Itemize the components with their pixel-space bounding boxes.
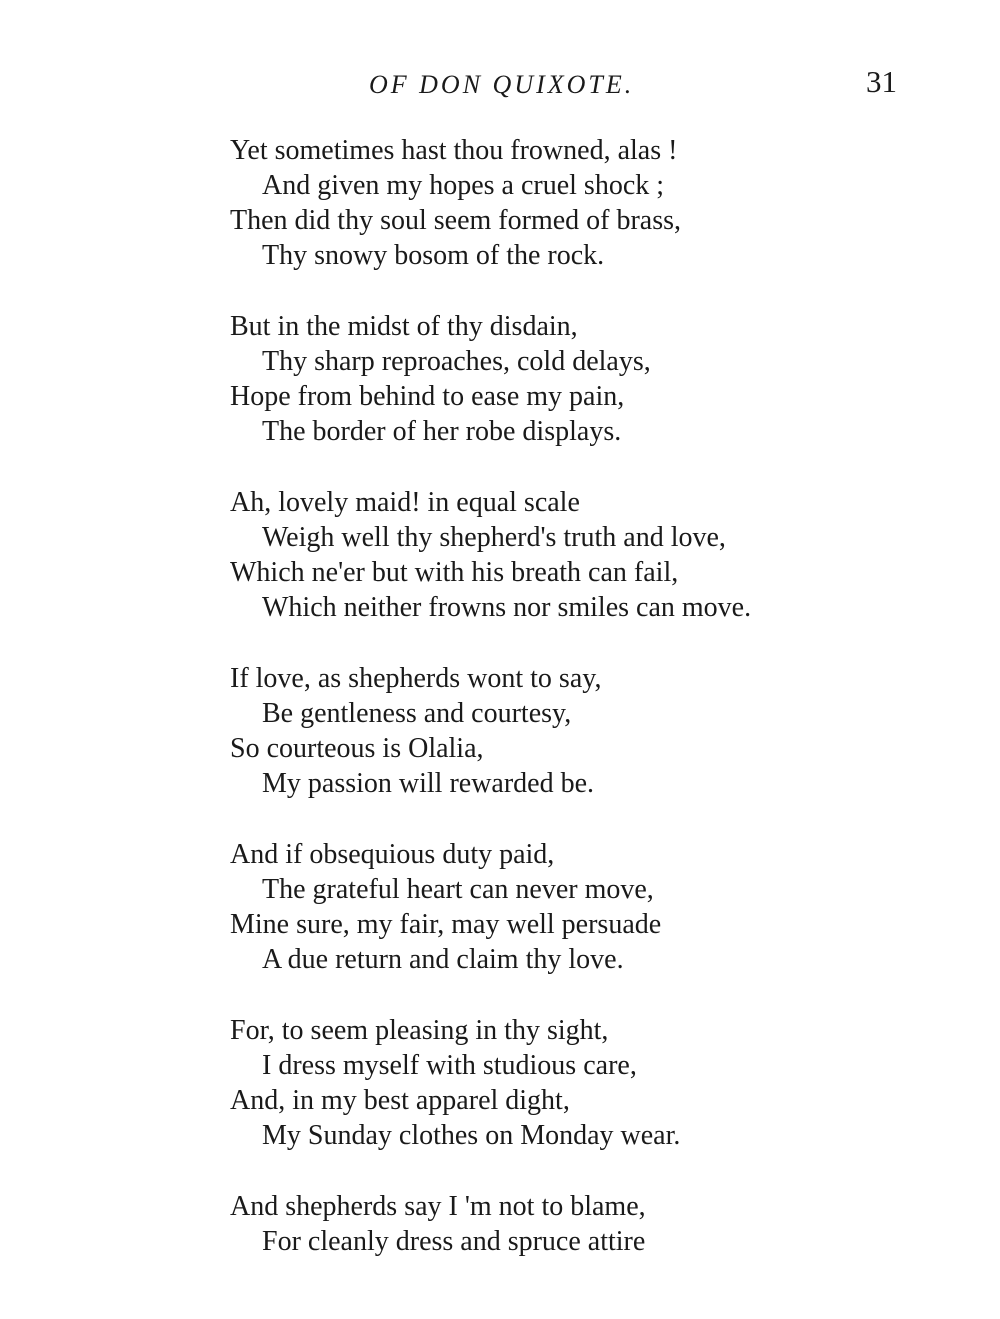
- verse-line: I dress myself with studious care,: [262, 1050, 637, 1081]
- stanza-gap: [230, 1153, 930, 1189]
- verse-line: And shepherds say I 'm not to blame,: [230, 1191, 646, 1222]
- page-number: 31: [866, 64, 897, 99]
- verse-line: And if obsequious duty paid,: [230, 839, 555, 870]
- verse-line: For cleanly dress and spruce attire: [262, 1226, 646, 1257]
- stanza-gap: [230, 977, 930, 1013]
- verse-line: A due return and claim thy love.: [262, 944, 624, 975]
- verse-line: Hope from behind to ease my pain,: [230, 381, 625, 412]
- verse-line: Which neither frowns nor smiles can move.: [262, 592, 752, 623]
- stanza-7: [230, 1189, 930, 1259]
- stanza-gap: [230, 449, 930, 485]
- verse-line: Weigh well thy shepherd's truth and love,: [262, 522, 726, 553]
- verse-line: Be gentleness and courtesy,: [262, 698, 572, 729]
- verse-line: Which ne'er but with his breath can fail,: [230, 557, 679, 588]
- verse-line: Thy sharp reproaches, cold delays,: [262, 346, 651, 377]
- stanza-5: [230, 837, 930, 977]
- stanza-2: [230, 309, 930, 449]
- stanza-gap: [230, 273, 930, 309]
- stanza-4: [230, 661, 930, 801]
- running-title: OF DON QUIXOTE.: [369, 70, 635, 99]
- stanza-1: [230, 133, 930, 273]
- stanza-3: [230, 485, 930, 625]
- verse-line: But in the midst of thy disdain,: [230, 311, 578, 342]
- verse-line: And given my hopes a cruel shock ;: [262, 170, 665, 201]
- verse-line: My passion will rewarded be.: [262, 768, 595, 799]
- verse-line: The border of her robe displays.: [262, 416, 622, 447]
- verse-line: For, to seem pleasing in thy sight,: [230, 1015, 609, 1046]
- verse-line: So courteous is Olalia,: [230, 733, 484, 764]
- verse-line: Mine sure, my fair, may well persuade: [230, 909, 662, 940]
- verse-line: Then did thy soul seem formed of brass,: [230, 205, 682, 236]
- verse-line: My Sunday clothes on Monday wear.: [262, 1120, 681, 1151]
- verse-line: Thy snowy bosom of the rock.: [262, 240, 605, 271]
- verse-line: The grateful heart can never move,: [262, 874, 654, 905]
- stanza-gap: [230, 625, 930, 661]
- verse-line: And, in my best apparel dight,: [230, 1085, 570, 1116]
- running-head: [0, 62, 1000, 102]
- verse-line: Ah, lovely maid! in equal scale: [230, 487, 580, 518]
- verse-line: Yet sometimes hast thou frowned, alas !: [230, 135, 678, 166]
- stanza-gap: [230, 801, 930, 837]
- stanza-6: [230, 1013, 930, 1153]
- poem-body: [230, 133, 930, 1259]
- verse-line: If love, as shepherds wont to say,: [230, 663, 602, 694]
